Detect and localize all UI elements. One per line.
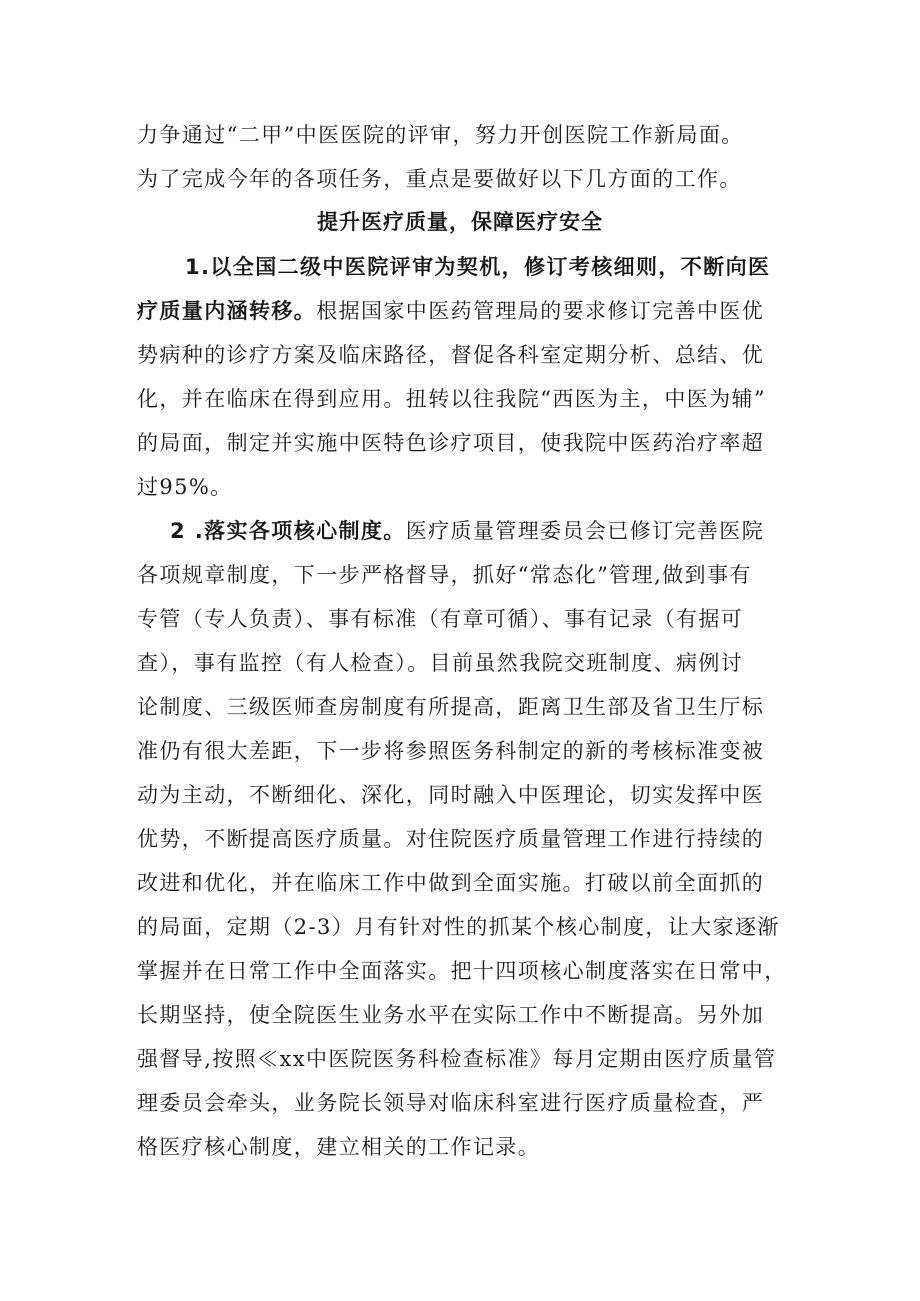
intro-line-1: 力争通过“二甲”中医医院的评审，努力开创医院工作新局面。 — [137, 123, 744, 147]
item2-line-14: 理委员会牵头，业务院长领导对临床科室进行医疗质量检查，严 — [137, 1091, 765, 1115]
intro-line-2: 为了完成今年的各项任务，重点是要做好以下几方面的工作。 — [137, 167, 742, 191]
item1-title-line-2: 疗质量内涵转移。 — [137, 299, 317, 323]
item2-line-2: 各项规章制度，下一步严格督导，抓好“常态化”管理,做到事有 — [137, 563, 752, 587]
item2-line-7: 动为主动，不断细化、深化，同时融入中医理论，切实发挥中医 — [137, 783, 765, 807]
item2-line-10: 的局面，定期（2-3）月有针对性的抓某个核心制度，让大家逐渐 — [137, 915, 780, 939]
item2-line-8: 优势，不断提高医疗质量。对住院医疗质量管理工作进行持续的 — [137, 827, 765, 851]
item1-line-2 — [137, 297, 797, 325]
item2-line-15: 格医疗核心制度，建立相关的工作记录。 — [137, 1135, 541, 1159]
item2-line-3: 专管（专人负责）、事有标准（有章可循）、事有记录（有据可 — [137, 607, 744, 631]
item2-line-1-text: 医疗质量管理委员会已修订完善医院 — [405, 519, 765, 543]
item1-title-line-1: 1.以全国二级中医院评审为契机，修订考核细则，不断向医 — [185, 255, 771, 279]
item2-line-6: 准仍有很大差距，下一步将参照医务科制定的新的考核标准变被 — [137, 739, 765, 763]
item2-line-9: 改进和优化，并在临床工作中做到全面实施。打破以前全面抓的 — [137, 871, 765, 895]
item1-line-6: 过95%。 — [137, 475, 233, 499]
item1-line-3: 势病种的诊疗方案及临床路径，督促各科室定期分析、总结、优 — [137, 343, 765, 367]
item2-title: 2 .落实各项核心制度。 — [170, 519, 406, 543]
item2-line-12: 长期坚持，使全院医生业务水平在实际工作中不断提高。另外加 — [137, 1003, 765, 1027]
item2-line-13: 强督导,按照≪xx中医院医务科检查标准》每月定期由医疗质量管 — [137, 1047, 777, 1071]
item2-line-5: 论制度、三级医师查房制度有所提高，距离卫生部及省卫生厅标 — [137, 695, 765, 719]
item2-line-1 — [170, 517, 797, 545]
item1-line-5: 的局面，制定并实施中医特色诊疗项目，使我院中医药治疗率超 — [137, 431, 765, 455]
item2-line-4: 查），事有监控（有人检查）。目前虽然我院交班制度、病例讨 — [137, 651, 744, 675]
item2-line-11: 掌握并在日常工作中全面落实。把十四项核心制度落实在日常中， — [137, 959, 787, 983]
item1-line-4: 化，并在临床在得到应用。扭转以往我院“西医为主，中医为辅” — [137, 387, 767, 411]
item1-line-2-text: 根据国家中医药管理局的要求修订完善中医优 — [316, 299, 765, 323]
section-heading: 提升医疗质量，保障医疗安全 — [317, 210, 603, 234]
